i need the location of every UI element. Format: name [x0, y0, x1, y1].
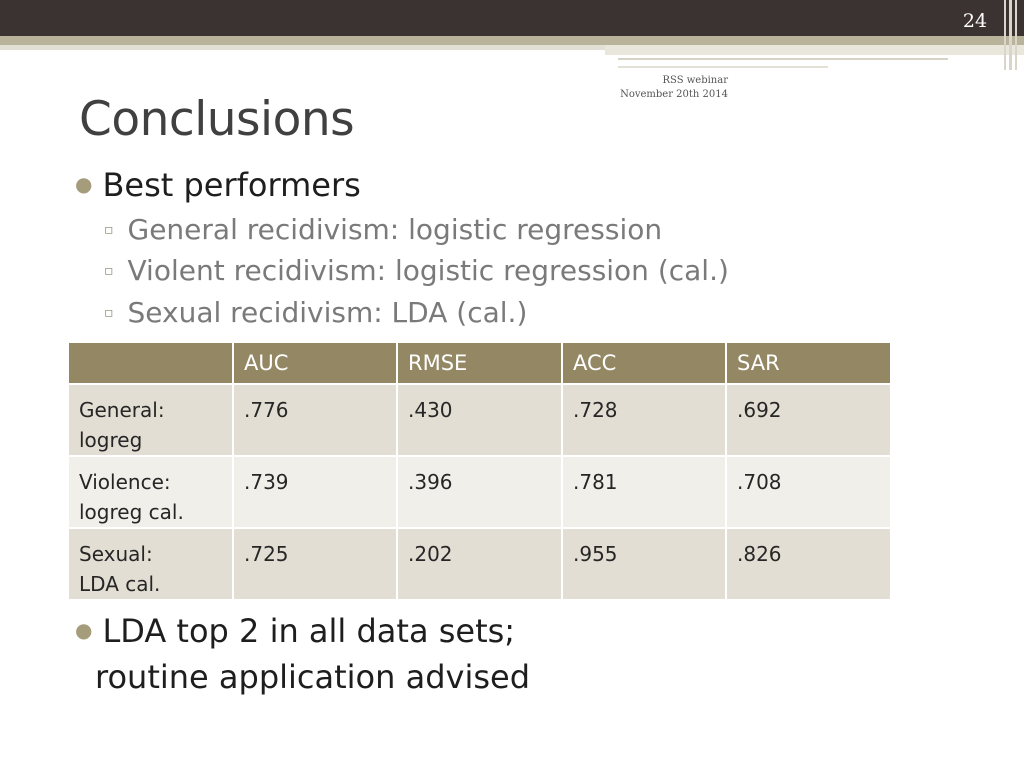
accent-band-light: [0, 45, 605, 50]
sub-bullet-text: Sexual recidivism: LDA (cal.): [127, 296, 528, 329]
row-label-line1: Sexual:: [79, 542, 153, 566]
footer-date: November 20th 2014: [620, 89, 728, 100]
decor-stripe: [1004, 0, 1006, 70]
table-cell: .396: [397, 456, 562, 528]
results-table: [69, 343, 892, 601]
table-row: [69, 384, 891, 456]
table-cell: .430: [397, 384, 562, 456]
accent-band: [0, 36, 1024, 45]
accent-band-right: [605, 45, 1024, 55]
bullet-text: Best performers: [102, 166, 361, 204]
decor-stripe: [1015, 0, 1017, 70]
bullet-best-performers: [75, 166, 361, 204]
bullet-lda-conclusion: [75, 612, 515, 650]
decor-stripe: [1009, 0, 1012, 70]
footer-event: RSS webinar: [662, 75, 728, 86]
sub-bullet-text: General recidivism: logistic regression: [127, 213, 663, 246]
table-cell: .739: [233, 456, 397, 528]
row-label-line2: logreg cal.: [79, 500, 184, 524]
sub-bullet-sexual: [104, 296, 527, 329]
table-cell: .728: [562, 384, 726, 456]
square-bullet-icon: ▫: [104, 263, 114, 279]
row-label-line1: General:: [79, 398, 165, 422]
table-row: [69, 456, 891, 528]
top-bar: [0, 0, 1024, 36]
decor-line: [618, 66, 828, 68]
sub-bullet-violent: [104, 254, 729, 287]
table-cell: .776: [233, 384, 397, 456]
table-cell: .692: [726, 384, 891, 456]
table-cell: .826: [726, 528, 891, 600]
row-label-line1: Violence:: [79, 470, 171, 494]
row-label: [69, 528, 233, 600]
sub-bullet-text: Violent recidivism: logistic regression (cal.): [127, 254, 729, 287]
table-cell: .781: [562, 456, 726, 528]
header-cell-rmse: RMSE: [397, 343, 562, 384]
row-label-line2: LDA cal.: [79, 572, 161, 596]
square-bullet-icon: ▫: [104, 305, 114, 321]
row-label-line2: logreg: [79, 428, 143, 452]
sub-bullet-general: [104, 213, 662, 246]
bullet-lda-continuation: routine application advised: [95, 658, 530, 696]
header-cell-auc: AUC: [233, 343, 397, 384]
slide-title: Conclusions: [79, 92, 355, 147]
header-cell-acc: ACC: [562, 343, 726, 384]
table-cell: .725: [233, 528, 397, 600]
slide-number: 24: [962, 10, 988, 32]
row-label: [69, 456, 233, 528]
header-cell-empty: [69, 343, 233, 384]
table-header-row: [69, 343, 891, 384]
bullet-dot-icon: ●: [75, 172, 93, 196]
square-bullet-icon: ▫: [104, 222, 114, 238]
table-cell: .955: [562, 528, 726, 600]
row-label: [69, 384, 233, 456]
footer-note: [590, 74, 728, 102]
table-cell: .202: [397, 528, 562, 600]
table-cell: .708: [726, 456, 891, 528]
decor-line: [618, 58, 948, 60]
header-cell-sar: SAR: [726, 343, 891, 384]
bullet-dot-icon: ●: [75, 618, 93, 642]
bullet-text: LDA top 2 in all data sets;: [102, 612, 516, 650]
table-row: [69, 528, 891, 600]
